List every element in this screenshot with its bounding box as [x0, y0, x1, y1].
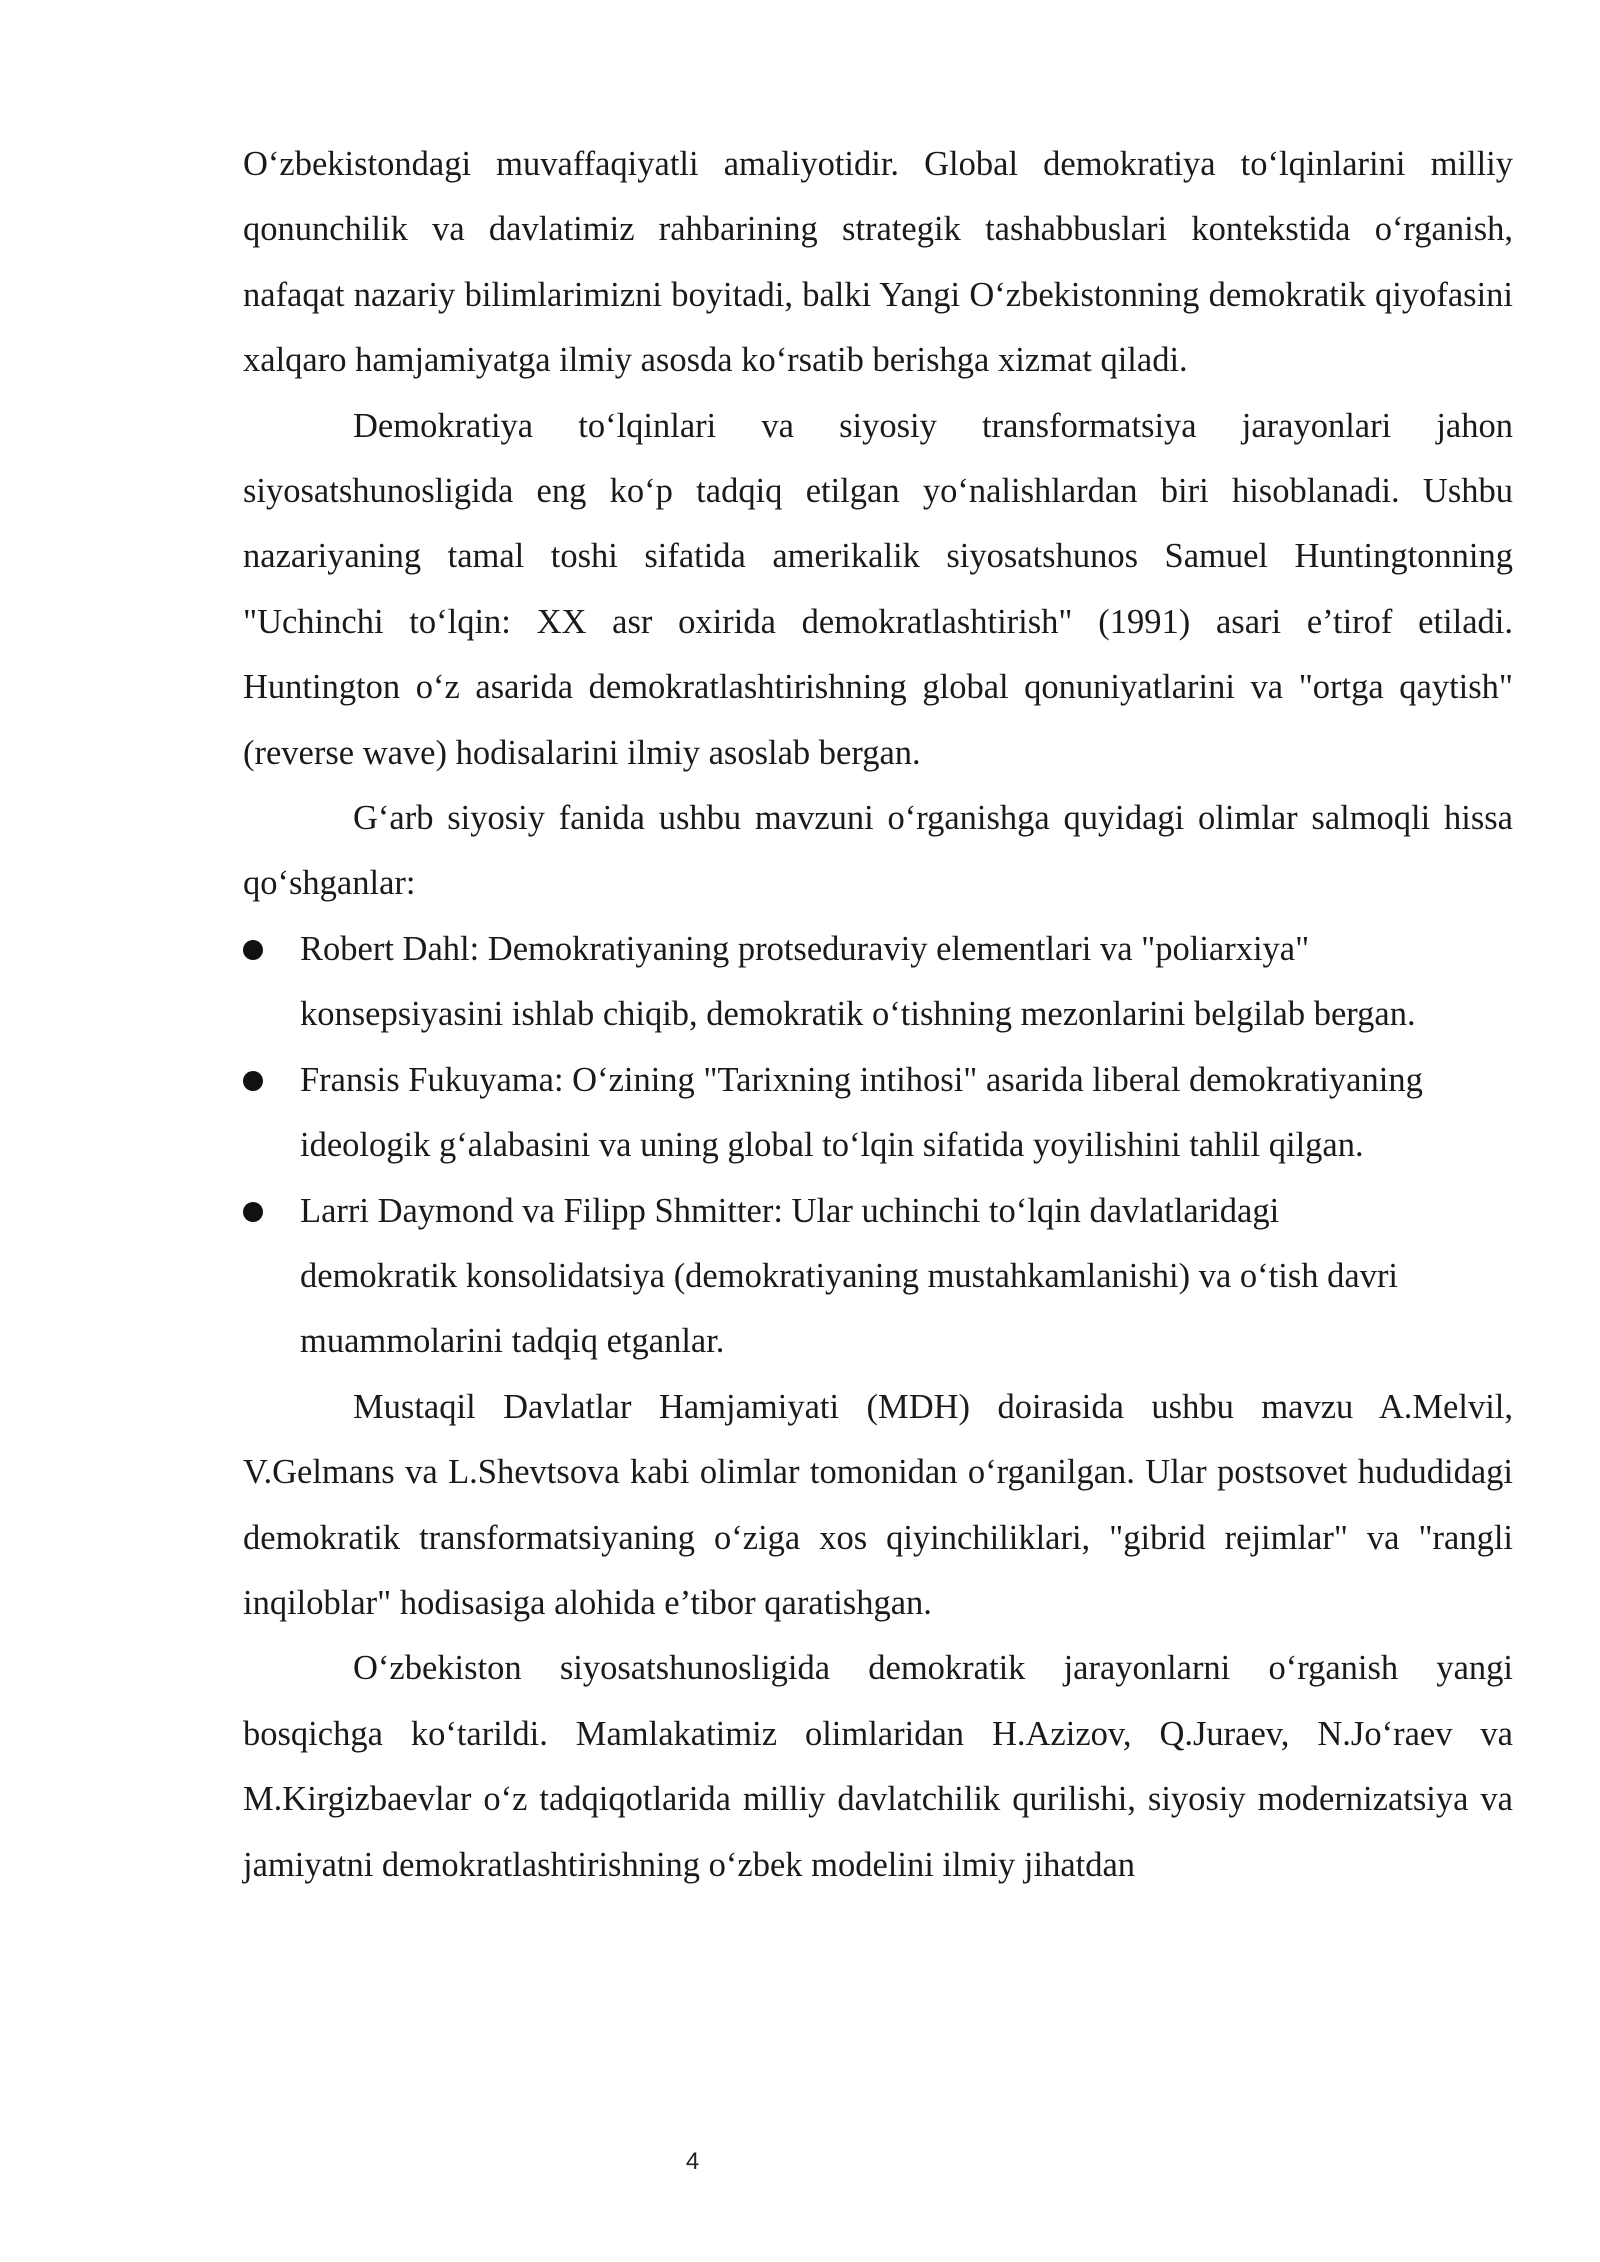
bullet-text: Robert Dahl: Demokratiyaning protseduraviy elementlari va "poliarxiya" konsepsiyasini ishlab chiqib, demokratik o‘tishning mezonlarini belgilab bergan. [300, 929, 1416, 1034]
paragraph-huntington: Demokratiya to‘lqinlari va siyosiy transformatsiya jarayonlari jahon siyosatshunosligida eng ko‘p tadqiq etilgan yo‘nalishlardan biri hisoblanadi. Ushbu nazariyaning tamal toshi sifatida amerikalik siyosatshunos Samuel Huntingtonning "Uchinchi to‘lqin: XX asr oxirida demokratlashtirish" (1991) asari e’tirof etiladi. Huntington o‘z asarida demokratlashtirishning global qonuniyatlarini va "ortga qaytish" (reverse wave) hodisalarini ilmiy asoslab bergan. [243, 406, 1513, 772]
paragraph-continuation: O‘zbekistondagi muvaffaqiyatli amaliyotidir. Global demokratiya to‘lqinlarini milliy qonunchilik va davlatimiz rahbarining strategik tashabbuslari kontekstida o‘rganish, nafaqat nazariy bilimlarimizni boyitadi, balki Yangi O‘zbekistonning demokratik qiyofasini xalqaro hamjamiyatga ilmiy asosda ko‘rsatib berishga xizmat qiladi. [243, 145, 1513, 380]
bullet-item-dahl [243, 917, 1513, 1048]
bullet-dot-icon [243, 940, 263, 960]
bullet-text: Fransis Fukuyama: O‘zining "Tarixning intihosi" asarida liberal demokratiyaning ideologik g‘alabasini va uning global to‘lqin sifatida yoyilishini tahlil qilgan. [300, 1060, 1423, 1165]
bullet-dot-icon [243, 1071, 263, 1091]
paragraph-cis-scholars: Mustaqil Davlatlar Hamjamiyati (MDH) doirasida ushbu mavzu A.Melvil, V.Gelmans va L.Shevtsova kabi olimlar tomonidan o‘rganilgan. Ular postsovet hududidagi demokratik transformatsiyaning o‘ziga xos qiyinchiliklari, "gibrid rejimlar" va "rangli inqiloblar" hodisasiga alohida e’tibor qaratishgan. [243, 1387, 1513, 1622]
document-page [243, 132, 1513, 1898]
bullet-dot-icon [243, 1202, 263, 1222]
bullet-text: Larri Daymond va Filipp Shmitter: Ular uchinchi to‘lqin davlatlaridagi demokratik konsolidatsiya (demokratiyaning mustahkamlanishi) va o‘tish davri muammolarini tadqiq etganlar. [300, 1191, 1399, 1361]
page-number: 4 [685, 2148, 700, 2175]
bullet-item-fukuyama [243, 1048, 1513, 1179]
bullet-item-diamond-schmitter [243, 1179, 1513, 1375]
paragraph-uzbek-scholars: O‘zbekiston siyosatshunosligida demokratik jarayonlarni o‘rganish yangi bosqichga ko‘tarildi. Mamlakatimiz olimlaridan H.Azizov, Q.Juraev, N.Jo‘raev va M.Kirgizbaevlar o‘z tadqiqotlarida milliy davlatchilik qurilishi, siyosiy modernizatsiya va jamiyatni demokratlashtirishning o‘zbek modelini ilmiy jihatdan [243, 1649, 1513, 1884]
scholars-bullet-list [243, 917, 1513, 1375]
paragraph-western-scholars-intro: G‘arb siyosiy fanida ushbu mavzuni o‘rganishga quyidagi olimlar salmoqli hissa qo‘shganlar: [243, 799, 1513, 903]
